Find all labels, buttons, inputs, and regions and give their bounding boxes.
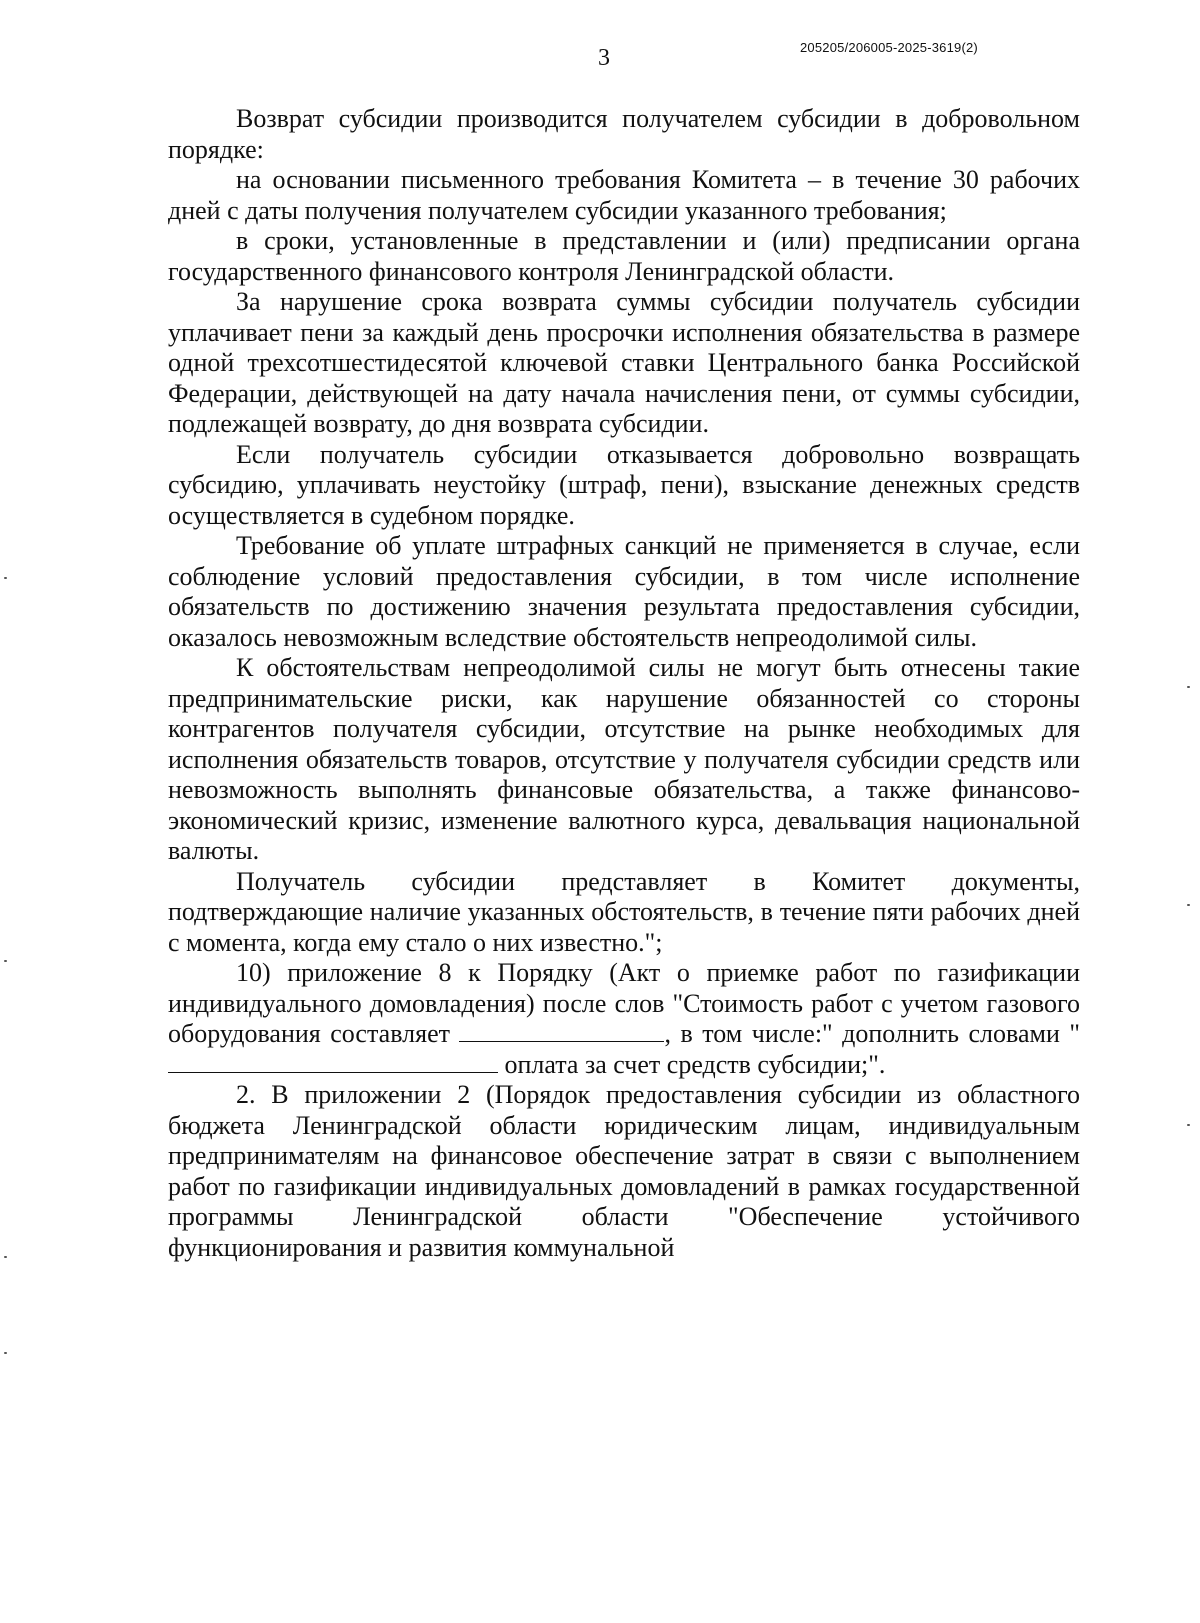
document-body bbox=[168, 104, 1080, 1263]
paragraph-force-majeure-exemption: Требование об уплате штрафных санкций не применяется в случае, если соблюдение условий предоставления субсидии, в том числе исполнение обязательств по достижению значения результата предоставления субсидии, оказалось невозможным вследствие обстоятельств непреодолимой силы. bbox=[168, 531, 1080, 652]
paragraph-judicial-recovery: Если получатель субсидии отказывается добровольно возвращать субсидию, уплачивать неустойку (штраф, пени), взыскание денежных средств осуществляется в судебном порядке. bbox=[168, 439, 1080, 530]
paragraph-appendix-2: 2. В приложении 2 (Порядок предоставления субсидии из областного бюджета Ленинградской области юридическим лицам, индивидуальным предпринимателям на финансовое обеспечение затрат в связи с выполнением работ по газификации индивидуальных домовладений в рамках государственной программы Ленинградской области "Обеспечение устойчивого функционирования и развития коммунальной bbox=[168, 1080, 1080, 1262]
paragraph-documents-submission: Получатель субсидии представляет в Комитет документы, подтверждающие наличие указанных обстоятельств, в течение пяти рабочих дней с момента, когда ему стало о них известно."; bbox=[168, 866, 1080, 957]
scan-speck bbox=[4, 1352, 7, 1354]
document-id: 205205/206005-2025-3619(2) bbox=[800, 40, 978, 55]
paragraph-refund-voluntary: Возврат субсидии производится получателем субсидии в добровольном порядке: bbox=[168, 104, 1080, 164]
page-number: 3 bbox=[598, 45, 610, 71]
paragraph-control-deadlines: в сроки, установленные в представлении и (или) предписании органа государственного финансового контроля Ленинградской области. bbox=[168, 226, 1080, 286]
paragraph-amendment-10 bbox=[168, 958, 1080, 1080]
scan-speck bbox=[4, 960, 7, 962]
paragraph-written-request: на основании письменного требования Комитета – в течение 30 рабочих дней с даты получения получателем субсидии указанного требования; bbox=[168, 165, 1080, 225]
scan-speck bbox=[1187, 1124, 1190, 1126]
blank-amount-line bbox=[459, 1019, 664, 1042]
paragraph-penalty: За нарушение срока возврата суммы субсидии получатель субсидии уплачивает пени за каждый день просрочки исполнения обязательства в размере одной трехсотшестидесятой ключевой ставки Центрального банка Российской Федерации, действующей на дату начала начисления пени, от суммы субсидии, подлежащей возврату, до дня возврата субсидии. bbox=[168, 287, 1080, 438]
paragraph-force-majeure-exclusions: К обстоятельствам непреодолимой силы не могут быть отнесены такие предпринимательские риски, как нарушение обязанностей со стороны контрагентов получателя субсидии, отсутствие на рынке необходимых для исполнения обязательств товаров, отсутствие у получателя субсидии средств или невозможность выполнять финансовые обязательства, а также финансово-экономический кризис, изменение валютного курса, девальвация национальной валюты. bbox=[168, 653, 1080, 865]
scan-speck bbox=[4, 577, 7, 579]
amendment-10-text-1: 10) приложение 8 к Порядку (Акт о приемке работ по газификации индивидуального домовладения) после слов "Стоимость работ с учетом газового оборудования составляет bbox=[168, 958, 1080, 1048]
blank-subsidy-line bbox=[168, 1050, 498, 1073]
scan-speck bbox=[1187, 686, 1190, 688]
amendment-10-text-3: оплата за счет средств субсидии;". bbox=[498, 1049, 886, 1079]
amendment-10-text-2: , в том числе:" дополнить словами " bbox=[664, 1019, 1080, 1048]
scan-speck bbox=[4, 1256, 7, 1258]
scan-speck bbox=[1187, 904, 1190, 906]
